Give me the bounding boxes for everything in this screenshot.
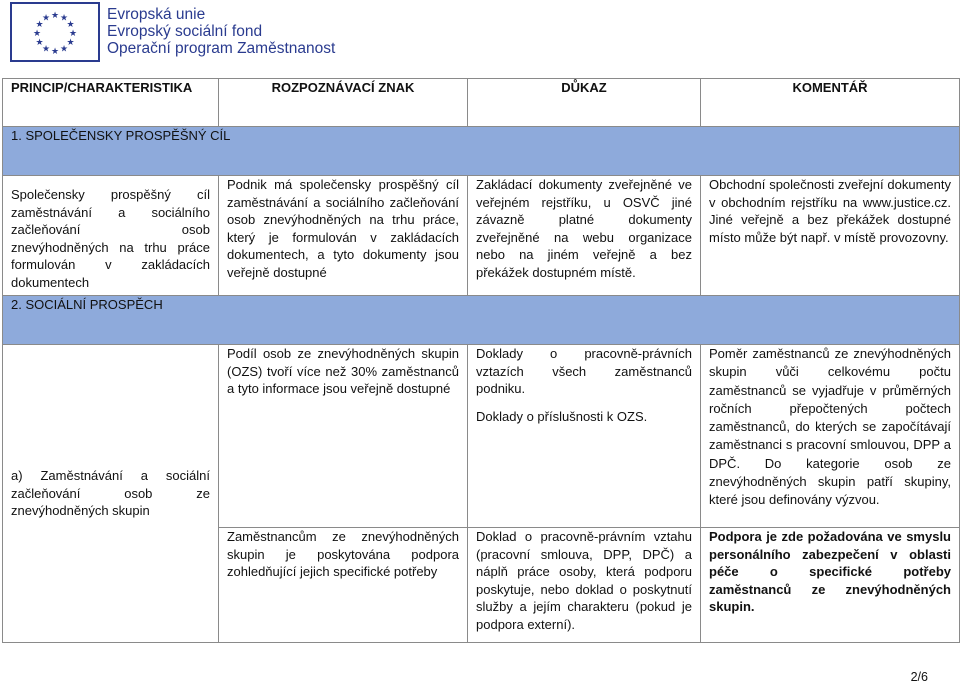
svg-text:★: ★ [50, 47, 60, 57]
section-2-row [3, 296, 960, 345]
section-2-comment-1: Poměr zaměstnanců ze znevýhodněných skupin vůči celkovému počtu zaměstnanců se vyjadřuje v průměrných ročních přepočtených počtech zaměstnanců, do kterých se započítávají zaměstnanci s pracovní smlouvou, DPP a DPČ. Do kategorie osob ze znevýhodněných skupin patří skupiny, které jsou definovány výzvou. [701, 345, 960, 528]
eu-logo-text [107, 6, 335, 57]
criteria-table [2, 78, 960, 643]
svg-text:★: ★ [59, 44, 69, 55]
section-1-comment: Obchodní společnosti zveřejní dokumenty v obchodním rejstříku na www.justice.cz. Jiné veřejně a bez překážek dostupné místo může být např. v místě provozovny. [701, 176, 960, 296]
table-header-row [3, 79, 960, 127]
section-2-sign-1: Podíl osob ze znevýhodněných skupin (OZS) tvoří více než 30% zaměstnanců a tyto informace jsou veřejně dostupné [219, 345, 468, 528]
svg-text:★: ★ [50, 11, 60, 21]
section-1-title: 1. SPOLEČENSKY PROSPĚŠNÝ CÍL [3, 127, 960, 176]
eu-flag-logo [10, 2, 100, 62]
section-1-evidence: Zakládací dokumenty zveřejněné ve veřejném rejstříku, u OSVČ jiné závazně platné dokumenty zveřejněné na webu organizace nebo na jiném veřejně a bez překážek dostupném místě. [468, 176, 701, 296]
svg-text:★: ★ [59, 13, 69, 24]
section-2-evidence-1 [468, 345, 701, 528]
svg-text:★: ★ [35, 20, 44, 30]
section-1-sign: Podnik má společensky prospěšný cíl zaměstnávání a sociálního začleňování osob znevýhodněných na trhu práce, který je formulován v zakládacích dokumentech, a tyto dokumenty jsou veřejně dostupné [219, 176, 468, 296]
section-1-principle: Společensky prospěšný cíl zaměstnávání a sociálního začleňování osob znevýhodněných na trhu práce formulován v zakládacích dokumentech [3, 176, 219, 296]
section-1-content-row [3, 176, 960, 296]
svg-text:★: ★ [68, 29, 78, 39]
logo-line-3: Operační program Zaměstnanost [107, 40, 336, 57]
section-2-comment-2: Podpora je zde požadována ve smyslu personálního zabezpečení v oblasti péče o specifické potřeby zaměstnanců ze znevýhodněných skupin. [701, 528, 960, 643]
svg-text:★: ★ [35, 38, 44, 48]
header-principle: PRINCIP/CHARAKTERISTIKA [3, 79, 219, 127]
logo-line-2: Evropský sociální fond [107, 23, 263, 40]
logo-line-1: Evropská unie [107, 6, 206, 23]
section-2-title: 2. SOCIÁLNÍ PROSPĚCH [3, 296, 960, 345]
svg-text:★: ★ [32, 29, 42, 39]
page-number: 2/6 [910, 670, 928, 684]
svg-text:★: ★ [41, 13, 51, 24]
header-sign: ROZPOZNÁVACÍ ZNAK [219, 79, 468, 127]
svg-text:★: ★ [66, 38, 75, 48]
section-1-row [3, 127, 960, 176]
section-2-sign-2: Zaměstnancům ze znevýhodněných skupin je poskytována podpora zohledňující jejich specifické potřeby [219, 528, 468, 643]
header-evidence: DŮKAZ [468, 79, 701, 127]
section-2-evidence-2: Doklad o pracovně-právním vztahu (pracovní smlouva, DPP, DPČ) a náplň práce osoby, která podporu poskytuje, nebo doklad o poskytnutí služby a jejím charakteru (pokud je podpora externí). [468, 528, 701, 643]
section-2-principle: a) Zaměstnávání a sociální začleňování osob ze znevýhodněných skupin [3, 345, 219, 643]
svg-text:★: ★ [66, 20, 75, 30]
section-2-content-row-1 [3, 345, 960, 528]
header-comment: KOMENTÁŘ [701, 79, 960, 127]
evidence-1-paragraph-1: Doklady o pracovně-právních vztazích všech zaměstnanců podniku. [476, 346, 692, 396]
evidence-1-paragraph-2: Doklady o příslušnosti k OZS. [476, 408, 648, 424]
svg-text:★: ★ [41, 44, 51, 55]
